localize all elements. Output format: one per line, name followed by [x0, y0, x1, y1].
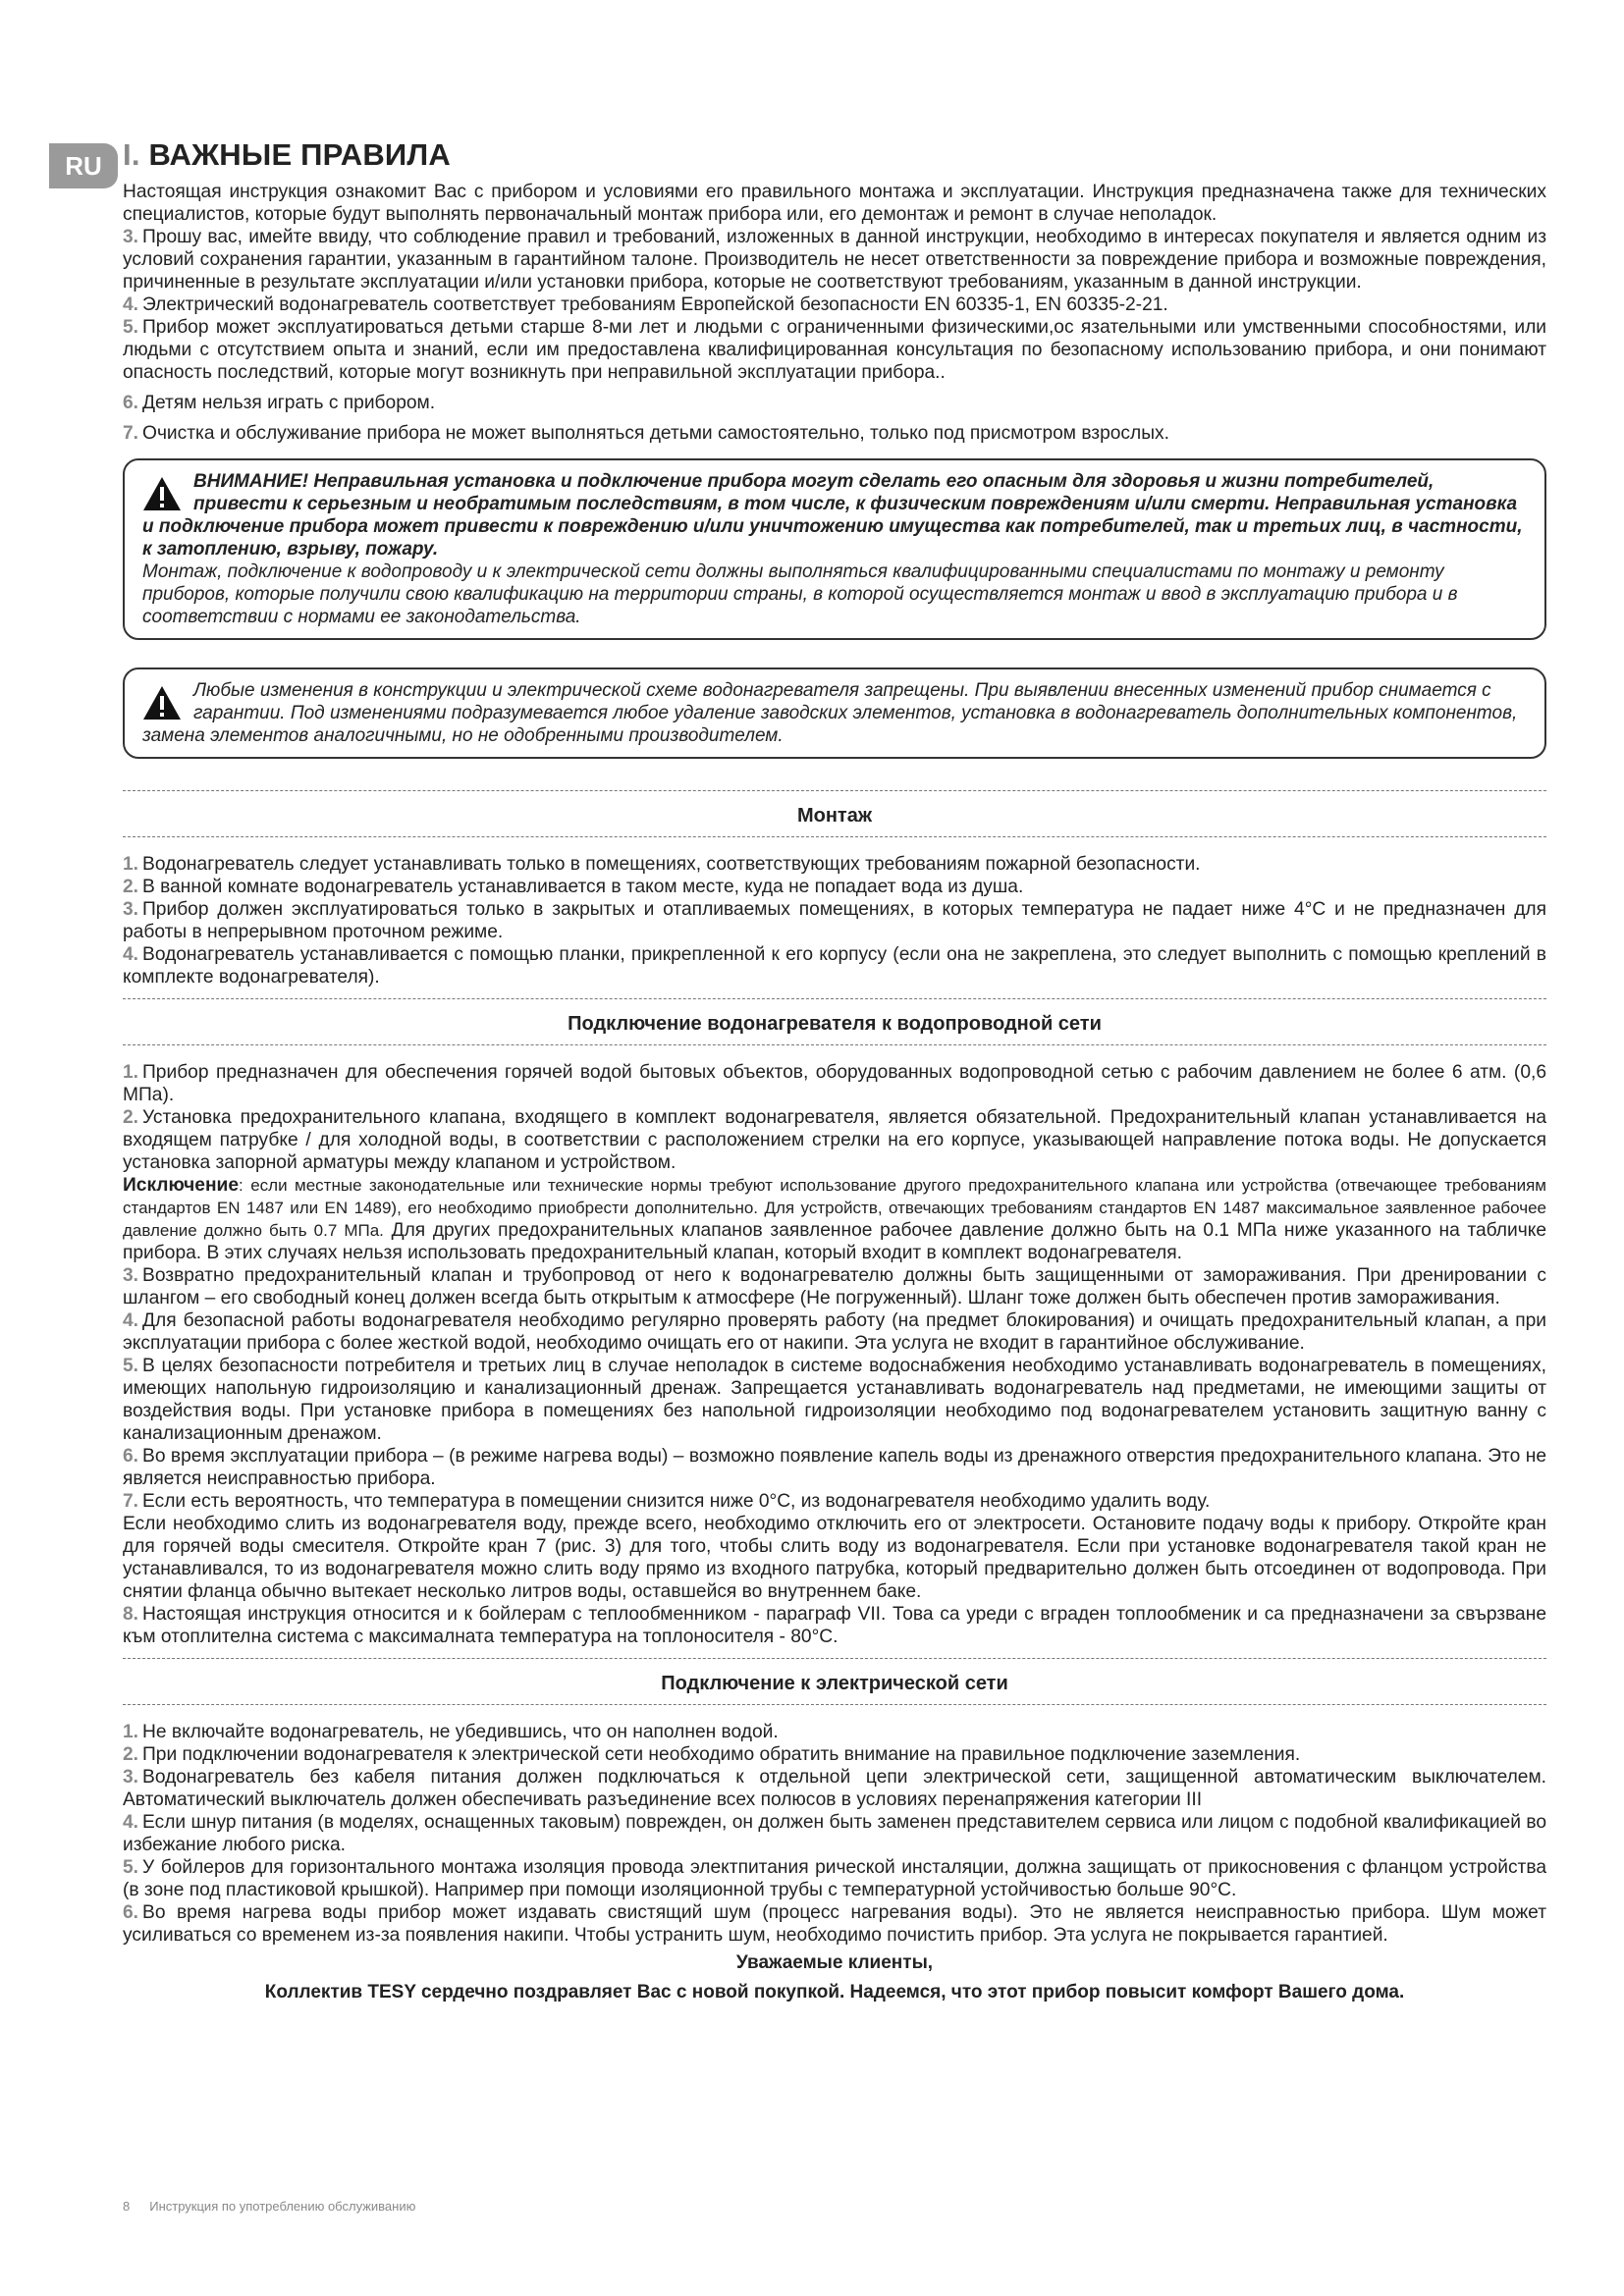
divider: [123, 1704, 1546, 1705]
item-text: Прибор должен эксплуатироваться только в закрытых и отапливаемых помещениях, в которых температура не падает ниже 4°C и не предназначен для работы в непрерывном проточном режиме.: [123, 899, 1546, 942]
list-item: [123, 1811, 1546, 1856]
item-number: 5.: [123, 317, 139, 338]
item-number: 7.: [123, 1491, 139, 1512]
list-item: [123, 1603, 1546, 1648]
item-text: Электрический водонагреватель соответствует требованиям Европейской безопасности EN 60335-1, EN 60335-2-21.: [142, 294, 1168, 315]
item-number: 3.: [123, 227, 139, 247]
item-text: Очистка и обслуживание прибора не может выполняться детьми самостоятельно, только под присмотром взрослых.: [142, 423, 1169, 444]
item-number: 6.: [123, 1446, 139, 1467]
rule-item: [123, 316, 1546, 384]
item-number: 3.: [123, 1265, 139, 1286]
mount-section: [123, 790, 1546, 988]
rule-item: [123, 294, 1546, 316]
list-item: [123, 1856, 1546, 1901]
electric-connection-section: [123, 1658, 1546, 1947]
item-number: 2.: [123, 1107, 139, 1128]
intro-paragraph: Настоящая инструкция ознакомит Вас с прибором и условиями его правильного монтажа и эксплуатации. Инструкция предназначена также для технических специалистов, которые будут выполнять первоначальный монтаж прибора или, его демонтаж и ремонт в случае неполадок.: [123, 182, 1546, 225]
item-text: Водонагреватель без кабеля питания должен подключаться к отдельной цепи электрической сети, защищенной автоматическим выключателем. Автоматический выключатель должен обеспечивать разъединение всех полюсов в условиях перенапряжения категории III: [123, 1767, 1546, 1810]
rule-item: [123, 392, 1546, 414]
list-item: [123, 1309, 1546, 1355]
page-footer: [123, 2199, 415, 2214]
list-item: [123, 1721, 1546, 1743]
item-text: Детям нельзя играть с прибором.: [142, 393, 436, 413]
warning-bold-text: ВНИМАНИЕ! Неправильная установка и подключение прибора могут сделать его опасным для здоровья и жизни потребителей, привести к серьезным и необратимым последствиям, в том числе, к физическим повреждениям и/или смерти. Неправильная установка и подключение прибора может привести к повреждению и/или уничтожению имущества как потребителей, так и третьих лиц, в частности, к затоплению, взрыву, пожару.: [142, 471, 1523, 560]
item-text: Не включайте водонагреватель, не убедившись, что он наполнен водой.: [142, 1722, 779, 1742]
exception-label: Исключение: [123, 1175, 240, 1196]
item-number: 1.: [123, 854, 139, 875]
list-item: [123, 1355, 1546, 1445]
item-number: 1.: [123, 1722, 139, 1742]
item-text: У бойлеров для горизонтального монтажа изоляция провода электпитания рической инсталяции, должна защищать от прикосновения с фланцом устройства (в зоне под пластиковой крышкой). Например при помощи изоляционной трубы с температурной устойчивостью больше 90°C.: [123, 1857, 1546, 1900]
section-heading: Подключение водонагревателя к водопроводной сети: [568, 1013, 1102, 1035]
section-heading: Подключение к электрической сети: [661, 1673, 1008, 1694]
language-badge: RU: [49, 143, 118, 188]
list-item: [123, 1901, 1546, 1947]
item-text: Установка предохранительного клапана, входящего в комплект водонагревателя, является обязательной. Предохранительный клапан устанавливается на входящем патрубке / для холодной воды, в соответствии с расположением стрелки на его корпусе, указывающей направление потока воды. Не допускается установка запорной арматуры между клапаном и устройством.: [123, 1107, 1546, 1173]
list-item: [123, 943, 1546, 988]
rule-item: [123, 422, 1546, 445]
item-number: 2.: [123, 1744, 139, 1765]
item-number: 3.: [123, 899, 139, 920]
item-text: В ванной комнате водонагреватель устанавливается в таком месте, куда не попадает вода из душа.: [142, 877, 1024, 897]
footer-text: Инструкция по употреблению обслуживанию: [149, 2199, 416, 2214]
list-item: [123, 876, 1546, 898]
list-item: [123, 1743, 1546, 1766]
document-body: [123, 137, 1546, 2003]
item-number: 4.: [123, 944, 139, 965]
rule-item: [123, 226, 1546, 294]
item-text: Во время эксплуатации прибора – (в режиме нагрева воды) – возможно появление капель воды из дренажного отверстия предохранительного клапана. Это не является неисправностью прибора.: [123, 1446, 1546, 1489]
exception-note: [123, 1174, 1546, 1264]
item-number: 4.: [123, 294, 139, 315]
item-number: 6.: [123, 393, 139, 413]
item-number: 6.: [123, 1902, 139, 1923]
page-number: 8: [123, 2199, 131, 2214]
warning-icon: [142, 476, 182, 511]
page-title: [123, 137, 1546, 173]
item-text: Водонагреватель следует устанавливать только в помещениях, соответствующих требованиям пожарной безопасности.: [142, 854, 1201, 875]
item-number: 3.: [123, 1767, 139, 1788]
divider: [123, 1044, 1546, 1045]
list-item: [123, 1490, 1546, 1513]
greeting: Уважаемые клиенты,: [735, 1952, 934, 1973]
item-number: 5.: [123, 1857, 139, 1878]
warning-text: Монтаж, подключение к водопроводу и к электрической сети должны выполняться квалифицированными специалистами по монтажу и ремонту приборов, которые получили свою квалификацию на территории страны, в которой осуществляется монтаж и ввод в эксплуатацию прибора и в соответствии с нормами ее законодательства.: [142, 561, 1458, 627]
item-text: В целях безопасности потребителя и третьих лиц в случае неполадок в системе водоснабжения необходимо устанавливать водонагреватель в помещениях, имеющих напольную гидроизоляцию и канализационный дренаж. Запрещается устанавливать водонагреватель над предметами, не имеющими защиты от воздействия воды. При установке прибора в помещениях без напольной гидроизоляции необходимо под водонагревателем установить защитную ванну с канализационным дренажом.: [123, 1356, 1546, 1444]
water-connection-section: [123, 998, 1546, 1648]
item-text: Настоящая инструкция относится и к бойлерам с теплообменником - параграф VII. Това са уреди с вграден топлообменик и са предназначени за свързване към отоплителна система с максималната температура на топлоносителя - 80°C.: [123, 1604, 1546, 1647]
item-number: 4.: [123, 1310, 139, 1331]
section-heading: Монтаж: [796, 805, 873, 827]
warning-icon: [142, 685, 182, 721]
item-text: Водонагреватель устанавливается с помощью планки, прикрепленной к его корпусу (если она не закреплена, это следует выполнить с помощью креплений в комплекте водонагревателя).: [123, 944, 1546, 988]
item-number: 7.: [123, 423, 139, 444]
list-item: [123, 1264, 1546, 1309]
item-text: Прошу вас, имейте ввиду, что соблюдение правил и требований, изложенных в данной инструкции, необходимо в интересах покупателя и является одним из условий сохранения гарантии, указанным в гарантийном талоне. Производитель не несет ответственности за повреждение прибора и возможные повреждения, причиненные в результате эксплуатации и/или установки прибора, которые не соответствуют требованиям, указанным в данной инструкции.: [123, 227, 1546, 293]
item-number: 4.: [123, 1812, 139, 1833]
drain-instructions: Если необходимо слить из водонагревателя воду, прежде всего, необходимо отключить его от электросети. Остановите подачу воды к прибору. Откройте кран для горячей воды смесителя. Откройте кран 7 (рис. 3) для того, чтобы слить воду из водонагревателя. Если при установке водонагревателя такой кран не устанавливался, то из водонагревателя можно слить воду прямо из входного патрубка, который предварительно должен быть отсоединен от водопровода. При снятии фланца обычно вытекает несколько литров воды, оставшейся во внутреннем баке.: [123, 1514, 1546, 1602]
list-item: [123, 1445, 1546, 1490]
item-number: 2.: [123, 877, 139, 897]
item-text: Если шнур питания (в моделях, оснащенных таковым) поврежден, он должен быть заменен представителем сервиса или лицом с подобной квалификацией во избежание любого риска.: [123, 1812, 1546, 1855]
item-text: Если есть вероятность, что температура в помещении снизится ниже 0°C, из водонагревателя необходимо удалить воду.: [142, 1491, 1211, 1512]
item-text: При подключении водонагревателя к электрической сети необходимо обратить внимание на правильное подключение заземления.: [142, 1744, 1301, 1765]
title-text: ВАЖНЫЕ ПРАВИЛА: [139, 137, 451, 172]
item-text: Прибор может эксплуатироваться детьми старше 8-ми лет и людьми с ограниченными физическими,ос язательными или умственными способностями, или людьми с отсутствием опыта и знаний, если им предоставлена квалифицированная консультация по безопасному использованию прибора, и они понимают опасность последствий, которые могут возникнуть при неправильной эксплуатации прибора..: [123, 317, 1546, 383]
item-number: 8.: [123, 1604, 139, 1625]
item-number: 1.: [123, 1062, 139, 1083]
item-text: Возвратно предохранительный клапан и трубопровод от него к водонагревателю должны быть защищенными от замораживания. При дренировании с шлангом – его свободный конец должен всегда быть открытым к атмосфере (Не погруженный). Шланг тоже должен быть обеспечен против замораживания.: [123, 1265, 1546, 1308]
closing-message: Коллектив TESY сердечно поздравляет Вас с новой покупкой. Надеемся, что этот прибор повысит комфорт Вашего дома.: [264, 1982, 1405, 2002]
modification-warning-text: Любые изменения в конструкции и электрической схеме водонагревателя запрещены. При выявлении внесенных изменений прибор снимается с гарантии. Под изменениями подразумевается любое удаление заводских элементов, установка в водонагреватель дополнительных компонентов, замена элементов аналогичными, но не одобренными производителем.: [142, 680, 1518, 746]
item-text: Прибор предназначен для обеспечения горячей водой бытовых объектов, оборудованных водопроводной сетью с рабочим давлением не более 6 атм. (0,6 МПа).: [123, 1062, 1546, 1105]
item-text: Для безопасной работы водонагревателя необходимо регулярно проверять работу (на предмет блокирования) и очищать предохранительный клапан, а при эксплуатации прибора с более жесткой водой, необходимо очищать его от накипи. Эта услуга не входит в гарантийное обслуживание.: [123, 1310, 1546, 1354]
list-item: [123, 1106, 1546, 1174]
title-number: I.: [123, 137, 140, 172]
list-item: [123, 1766, 1546, 1811]
divider: [123, 836, 1546, 837]
warning-box: [123, 458, 1546, 640]
list-item: [123, 1061, 1546, 1106]
modification-warning-box: [123, 667, 1546, 759]
exception-small-text: : если местные законодательные или технические нормы требуют использование другого предохранительного клапана или устройства (отвечающее требованиям стандартов EN 1487 или EN 1489), его необходимо приобрести дополнительно. Для устройств, отвечающих требованиям стандартов EN 1487 максимальное заявленное рабочее давление должно быть 0.7 МПа.: [123, 1176, 1546, 1240]
item-text: Во время нагрева воды прибор может издавать свистящий шум (процесс нагревания воды). Это не является неисправностью прибора. Шум может усиливаться со временем из-за появления накипи. Чтобы устранить шум, необходимо почистить прибор. Эта услуга не покрывается гарантией.: [123, 1902, 1546, 1946]
exception-tail-text: Для других предохранительных клапанов заявленное рабочее давление должно быть на 0.1 МПа ниже указанного на табличке прибора. В этих случаях нельзя использовать предохранительный клапан, который входит в комплект водонагревателя.: [123, 1220, 1547, 1263]
list-item: [123, 853, 1546, 876]
item-number: 5.: [123, 1356, 139, 1376]
list-item: [123, 898, 1546, 943]
